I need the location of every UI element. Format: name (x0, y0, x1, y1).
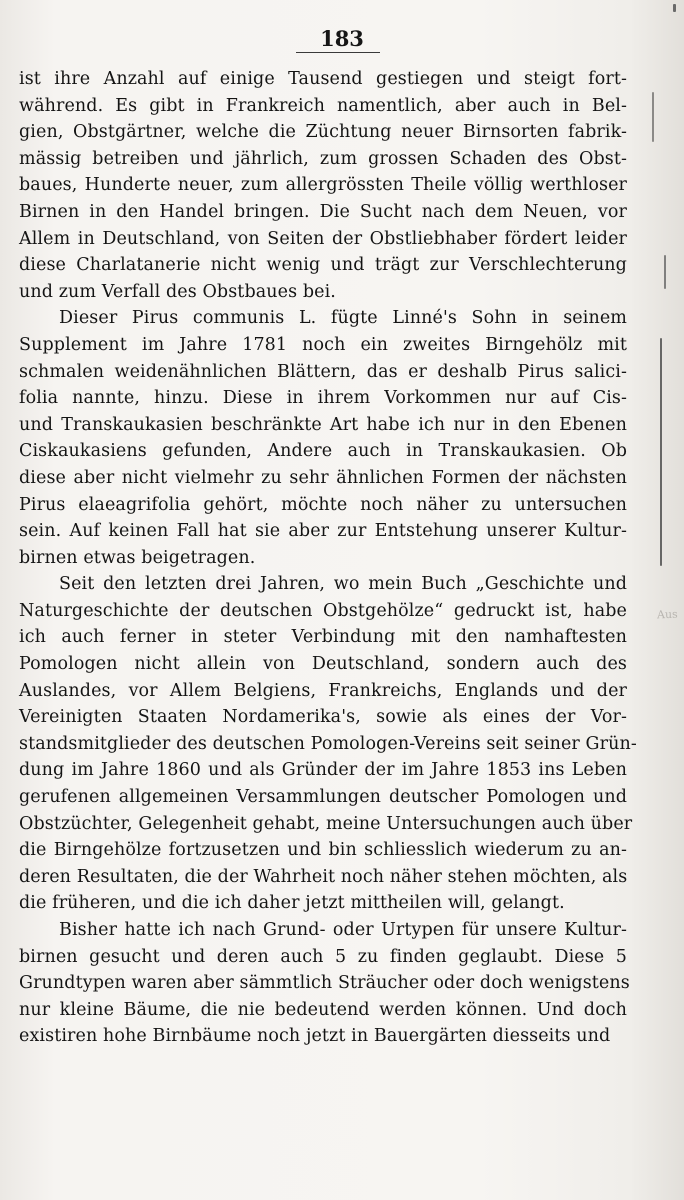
page-number: 183 (320, 26, 364, 51)
text-line: Bisher hatte ich nach Grund- oder Urtypen für unsere Kultur- (59, 920, 627, 940)
text-line: Seit den letzten drei Jahren, wo mein Buch „Geschichte und (59, 574, 627, 595)
margin-pencil-mark (652, 92, 654, 142)
text-line: Naturgeschichte der deutschen Obstgehölze“ gedruckt ist, habe (19, 600, 627, 621)
text-line: mässig betreiben und jährlich, zum grossen Schaden des Obst- (19, 148, 627, 169)
bleed-through-text: Aus (657, 607, 679, 622)
margin-ink-mark (673, 4, 676, 12)
page-number-rule (296, 52, 380, 53)
margin-pencil-mark (660, 338, 662, 566)
text-line: die Birngehölze fortzusetzen und bin schliesslich wiederum zu an- (19, 840, 627, 861)
text-line: Auslandes, vor Allem Belgiens, Frankreichs, Englands und der (19, 680, 627, 701)
text-line: Supplement im Jahre 1781 noch ein zweites Birngehölz mit (19, 334, 627, 355)
text-line: Dieser Pirus communis L. fügte Linné's Sohn in seinem (59, 308, 627, 329)
text-line: schmalen weidenähnlichen Blättern, das er deshalb Pirus salici- (19, 361, 627, 382)
text-line: Birnen in den Handel bringen. Die Sucht nach dem Neuen, vor (19, 201, 627, 222)
margin-pencil-mark (664, 255, 666, 289)
text-line: diese aber nicht vielmehr zu sehr ähnlichen Formen der nächsten (19, 467, 627, 488)
body-text (19, 66, 637, 1050)
text-line: nur kleine Bäume, die nie bedeutend werden können. Und doch (19, 999, 627, 1020)
paragraph (19, 66, 627, 305)
paragraph (19, 917, 630, 1050)
paragraph (19, 571, 637, 917)
text-line: standsmitglieder des deutschen Pomologen-Vereins seit seiner Grün- (19, 733, 637, 754)
text-line: Allem in Deutschland, von Seiten der Obstliebhaber fördert leider (19, 228, 627, 249)
text-line: dung im Jahre 1860 und als Gründer der im Jahre 1853 ins Leben (19, 760, 627, 781)
text-line: diese Charlatanerie nicht wenig und trägt zur Verschlechterung (19, 255, 627, 276)
text-line: Vereinigten Staaten Nordamerika's, sowie als eines der Vor- (19, 707, 627, 728)
text-line: Ciskaukasiens gefunden, Andere auch in Transkaukasien. Ob (19, 441, 627, 462)
text-line: existiren hohe Birnbäume noch jetzt in Bauergärten diesseits und (19, 1026, 611, 1047)
text-line: Pomologen nicht allein von Deutschland, sondern auch des (19, 654, 627, 675)
text-line: die früheren, und die ich daher jetzt mittheilen will, gelangt. (19, 893, 565, 914)
text-line: birnen etwas beigetragen. (19, 547, 256, 568)
text-line: gien, Obstgärtner, welche die Züchtung neuer Birnsorten fabrik- (19, 122, 627, 143)
text-line: ich auch ferner in steter Verbindung mit den namhaftesten (19, 627, 627, 648)
text-line: und zum Verfall des Obstbaues bei. (19, 281, 336, 302)
text-line: und Transkaukasien beschränkte Art habe ich nur in den Ebenen (19, 414, 627, 435)
text-line: Grundtypen waren aber sämmtlich Sträucher oder doch wenigstens (19, 973, 630, 994)
text-line: während. Es gibt in Frankreich namentlich, aber auch in Bel- (19, 95, 627, 116)
text-line: gerufenen allgemeinen Versammlungen deutscher Pomologen und (19, 787, 627, 808)
text-line: Obstzüchter, Gelegenheit gehabt, meine Untersuchungen auch über (19, 813, 633, 834)
text-line: folia nannte, hinzu. Diese in ihrem Vorkommen nur auf Cis- (19, 388, 627, 409)
text-line: sein. Auf keinen Fall hat sie aber zur Entstehung unserer Kultur- (19, 521, 627, 542)
paragraph (19, 305, 627, 571)
text-line: ist ihre Anzahl auf einige Tausend gestiegen und steigt fort- (19, 69, 627, 89)
text-line: deren Resultaten, die der Wahrheit noch näher stehen möchten, als (19, 866, 628, 887)
text-line: baues, Hunderte neuer, zum allergrössten Theile völlig werthloser (19, 175, 627, 196)
text-line: Pirus elaeagrifolia gehört, möchte noch näher zu untersuchen (19, 494, 627, 515)
text-line: birnen gesucht und deren auch 5 zu finden geglaubt. Diese 5 (19, 946, 627, 967)
